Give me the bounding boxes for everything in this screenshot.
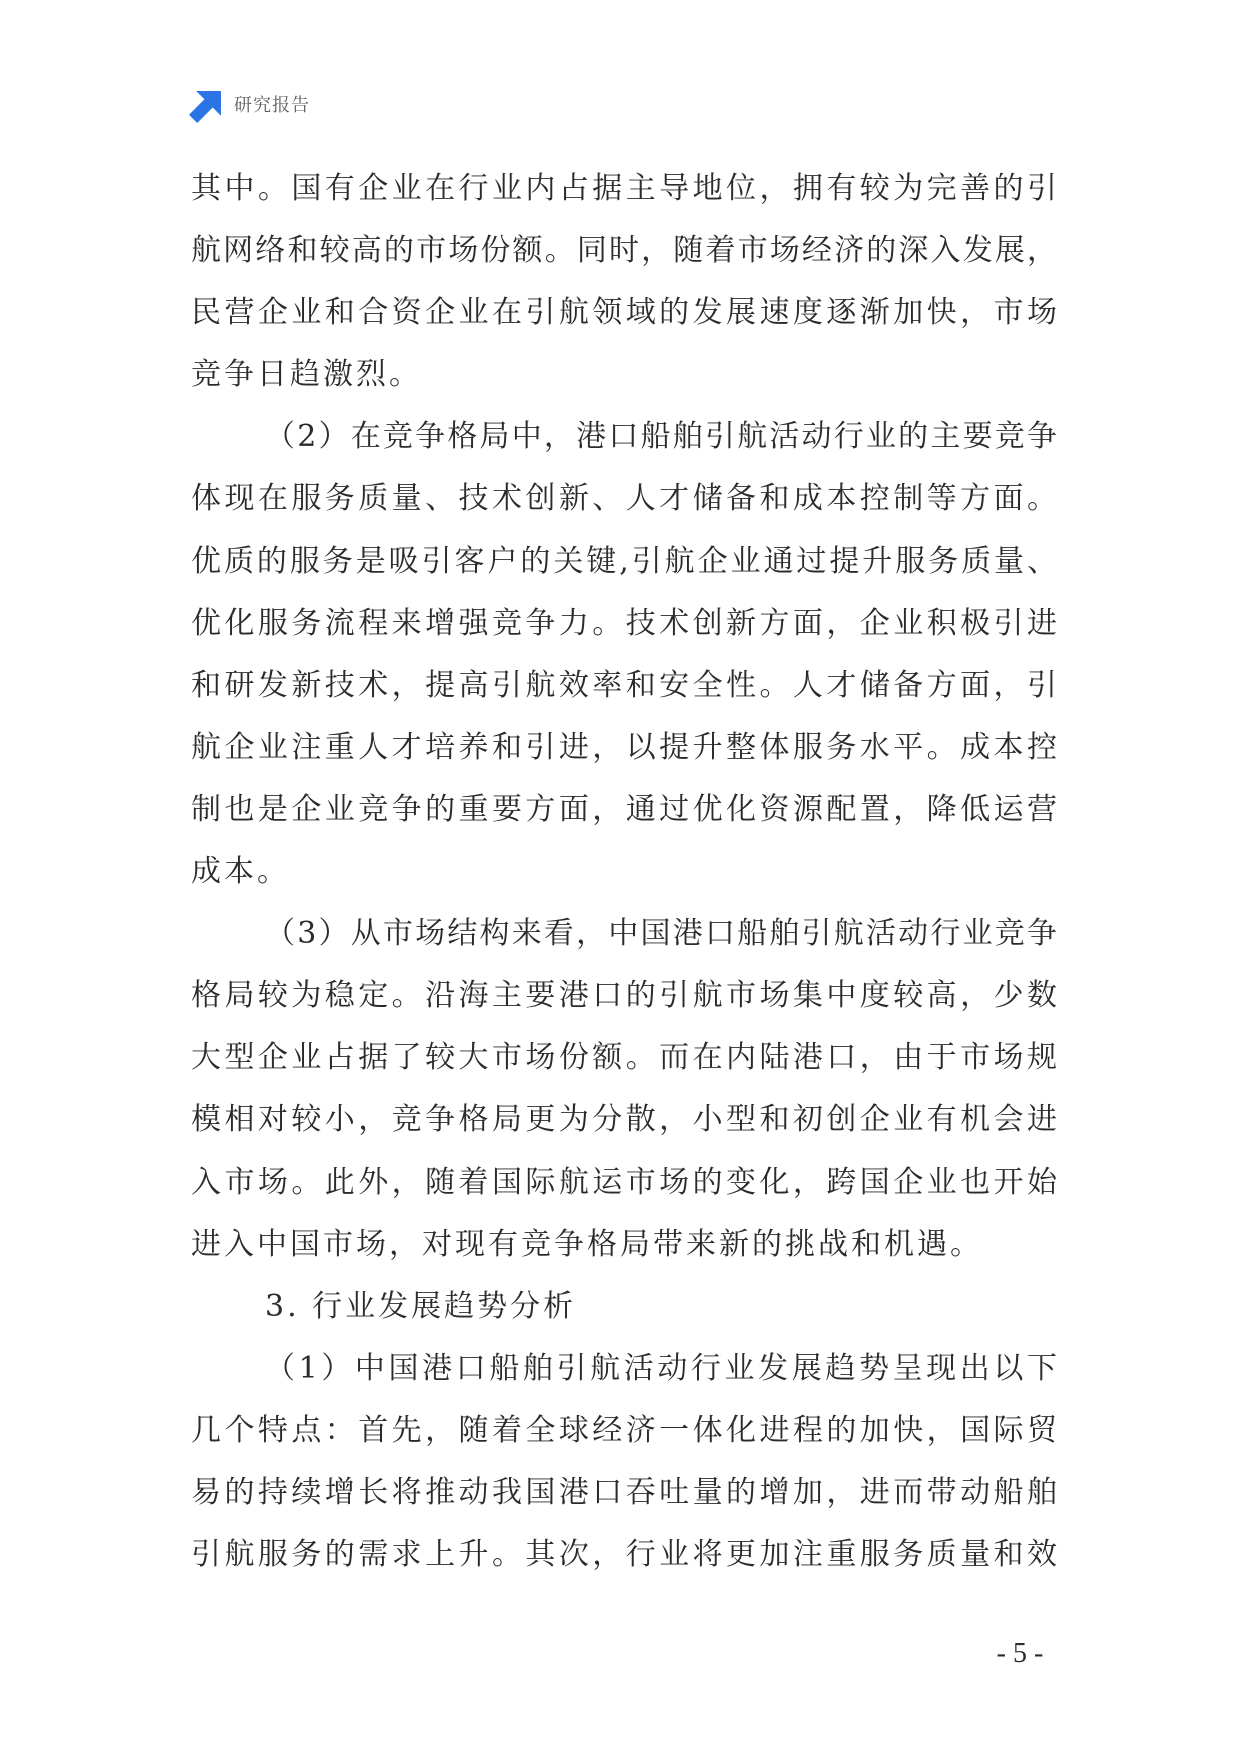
- arrow-up-right-icon: [189, 90, 222, 123]
- paragraph-1-start: （1）中国港口船舶引航活动行业发展趋势呈现出以下: [265, 1350, 1057, 1386]
- text-line: 进入中国市场，对现有竞争格局带来新的挑战和机遇。: [191, 1226, 983, 1262]
- report-label: 研究报告: [234, 95, 310, 116]
- page-number: - 5 -: [996, 1638, 1044, 1669]
- text-line: 易的持续增长将推动我国港口吞吐量的增加，进而带动船舶: [191, 1474, 1057, 1510]
- text-line: 引航服务的需求上升。其次，行业将更加注重服务质量和效: [191, 1537, 1057, 1573]
- text-line: 体现在服务质量、技术创新、人才储备和成本控制等方面。: [191, 481, 1057, 517]
- page-header: [189, 89, 310, 123]
- text-line: 航网络和较高的市场份额。同时，随着市场经济的深入发展，: [191, 233, 1057, 269]
- text-line: 模相对较小，竞争格局更为分散，小型和初创企业有机会进: [191, 1102, 1057, 1138]
- paragraph-2-start: （2）在竞争格局中，港口船舶引航活动行业的主要竞争: [265, 419, 1057, 455]
- text-line: 大型企业占据了较大市场份额。而在内陆港口，由于市场规: [191, 1040, 1057, 1076]
- text-line: 格局较为稳定。沿海主要港口的引航市场集中度较高，少数: [191, 978, 1057, 1014]
- text-line: 竞争日趋激烈。: [191, 357, 422, 393]
- text-line: 优化服务流程来增强竞争力。技术创新方面，企业积极引进: [191, 605, 1057, 641]
- text-line: 成本。: [191, 854, 290, 890]
- text-line: 优质的服务是吸引客户的关键,引航企业通过提升服务质量、: [191, 543, 1057, 579]
- paragraph-3-start: （3）从市场结构来看，中国港口船舶引航活动行业竞争: [265, 916, 1057, 952]
- text-line: 入市场。此外，随着国际航运市场的变化，跨国企业也开始: [191, 1164, 1057, 1200]
- text-line: 民营企业和合资企业在引航领域的发展速度逐渐加快，市场: [191, 295, 1057, 331]
- text-line: 其中。国有企业在行业内占据主导地位，拥有较为完善的引: [191, 171, 1057, 206]
- text-line: 和研发新技术，提高引航效率和安全性。人才储备方面，引: [191, 667, 1057, 703]
- section-heading: 3. 行业发展趋势分析: [265, 1288, 577, 1324]
- text-line: 航企业注重人才培养和引进，以提升整体服务水平。成本控: [191, 729, 1057, 765]
- text-line: 制也是企业竞争的重要方面，通过优化资源配置，降低运营: [191, 791, 1057, 827]
- text-line: 几个特点：首先，随着全球经济一体化进程的加快，国际贸: [191, 1412, 1057, 1448]
- body-text: [191, 158, 1057, 1586]
